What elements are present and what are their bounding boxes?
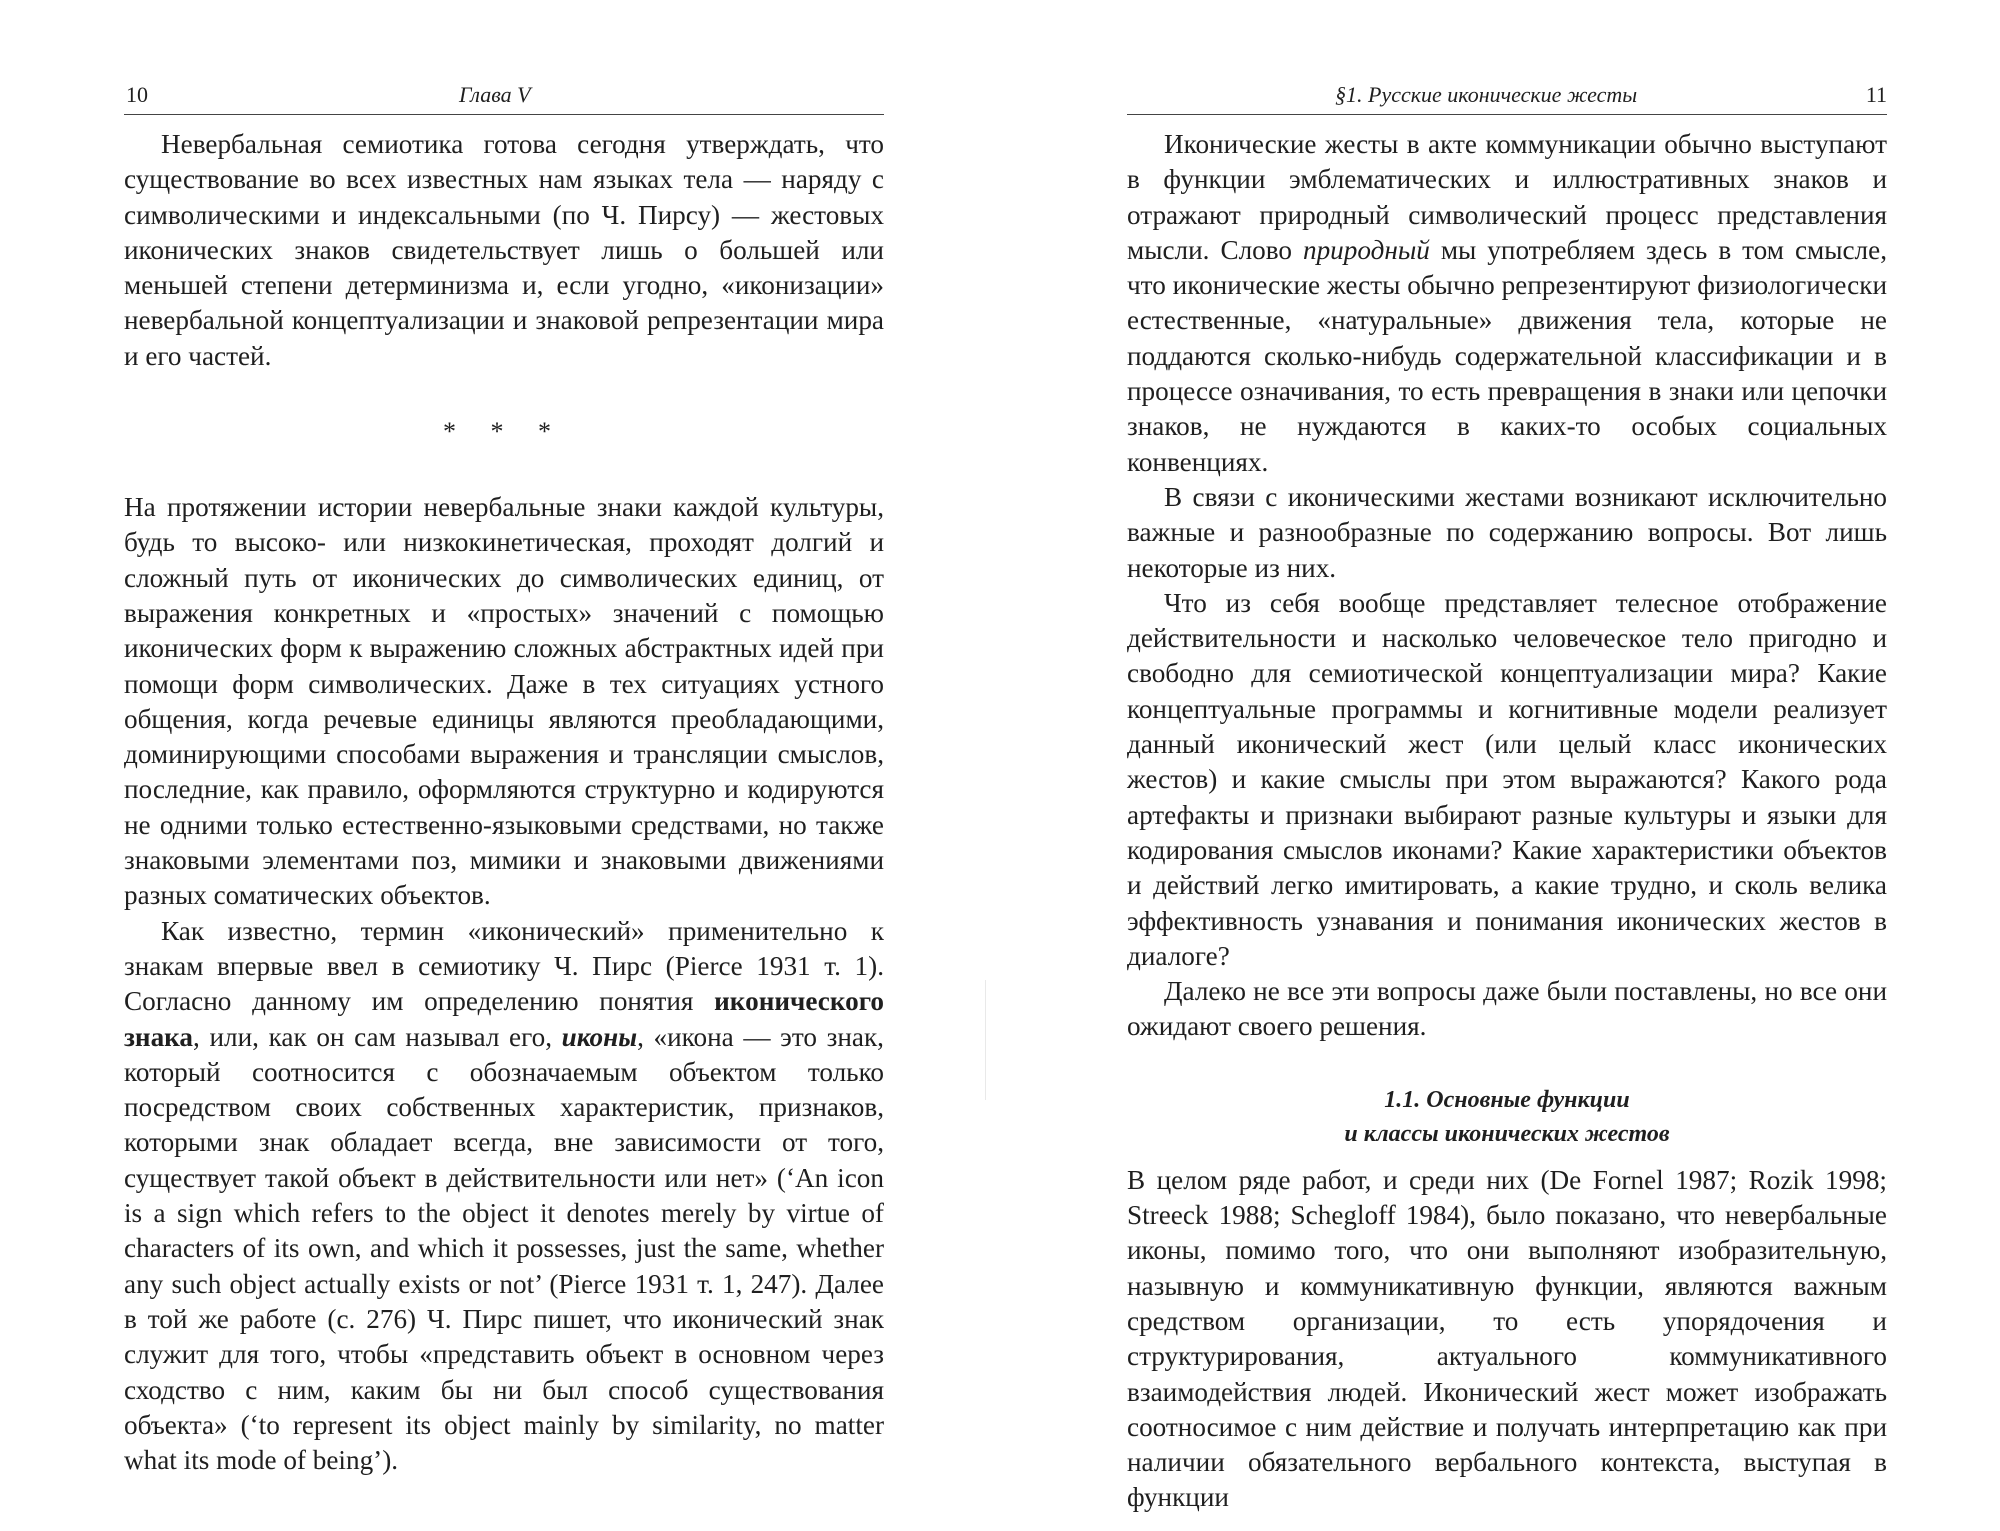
- right-paragraph-4: Далеко не все эти вопросы даже были поставлены, но все они ожидают своего решения.: [1127, 976, 1887, 1042]
- right-paragraph-1: [1127, 127, 1887, 480]
- right-running-head: [1127, 60, 1887, 115]
- section-heading-line-1: 1.1. Основные функции: [1384, 1086, 1630, 1113]
- page-gutter: [985, 980, 986, 1100]
- left-p3-text-c: , «икона — это знак, который соотносится с обозначаемым объектом только посредством своих собственных характеристик, признаков, которыми знак обладает всегда, вне зависимости от того, существует такой объект в действительности или нет» (‘An icon is a sign which refers to the object it denotes merely by virtue of characters of its own, and which it possesses, just the same, whether any such object actually exists or not’ (Pierce 1931 т. 1, 247). Далее в той же работе (с. 276) Ч. Пирс пишет, что иконический знак служит для того, чтобы «представить объект в основном через сходство с ним, каким бы ни был способ существования объекта» (‘to represent its object mainly by similarity, no matter what its mode of being’).: [124, 1021, 884, 1476]
- left-running-title: Глава V: [459, 82, 531, 107]
- left-paragraph-3: [124, 914, 884, 1479]
- section-separator: * * *: [443, 417, 565, 447]
- left-page-number: 10: [126, 82, 148, 107]
- right-running-title: §1. Русские иконические жесты: [1335, 82, 1638, 107]
- section-heading: [1127, 1083, 1887, 1151]
- right-page: [1127, 0, 1887, 1516]
- left-page: [124, 0, 884, 1478]
- left-page-body: [124, 127, 884, 1478]
- left-paragraph-1: Невербальная семиотика готова сегодня утверждать, что существование во всех известных нам языках тела — наряду с символическими и индексальными (по Ч. Пирсу) — жестовых иконических знаков свидетельствует лишь о большей или меньшей степени детерминизма и, если угодно, «иконизации» невербальной концептуализации и знаковой репрезентации мира и его частей.: [124, 129, 884, 371]
- section-heading-line-2: и классы иконических жестов: [1344, 1120, 1670, 1147]
- right-p1-italic-word: природный: [1302, 234, 1430, 265]
- left-p3-bold-term: иконического знака: [124, 986, 884, 1052]
- left-running-head: [124, 60, 884, 115]
- left-p3-text-b: , или, как он сам называл его,: [193, 1021, 562, 1052]
- left-paragraph-2: На протяжении истории невербальные знаки каждой культуры, будь то высоко- или низкокинетическая, проходят долгий и сложный путь от иконических до символических единиц, от выражения конкретных и «простых» значений с помощью иконических форм к выражению сложных абстрактных идей при помощи форм символических. Даже в тех ситуациях устного общения, когда речевые единицы являются преобладающими, доминирующими способами выражения и трансляции смыслов, последние, как правило, оформляются структурно и кодируются не одними только естественно-языковыми средствами, но также знаковыми элементами поз, мимики и знаковыми движениями разных соматических объектов.: [124, 492, 884, 911]
- right-paragraph-2: В связи с иконическими жестами возникают исключительно важные и разнообразные по содержанию вопросы. Вот лишь некоторые из них.: [1127, 481, 1887, 583]
- right-page-body: [1127, 127, 1887, 1516]
- right-page-number: 11: [1865, 82, 1887, 107]
- right-p1-text-b: мы употребляем здесь в том смысле, что иконические жесты обычно репрезентируют физиологически естественные, «натуральные» движения тела, которые не поддаются сколько-нибудь содержательной классификации и в процессе означивания, то есть превращения в знаки или цепочки знаков, не нуждаются в каких-то особых социальных конвенциях.: [1127, 234, 1887, 477]
- right-paragraph-5: В целом ряде работ, и среди них (De Fornel 1987; Rozik 1998; Streeck 1988; Schegloff 1984), было показано, что невербальные иконы, помимо того, что они выполняют изобразительную, назывную и коммуникативную функции, являются важным средством организации, то есть упорядочения и структурирования, актуального коммуникативного взаимодействия людей. Иконический жест может изображать соотносимое с ним действие и получать интерпретацию как при наличии обязательного вербального контекста, выступая в функции: [1127, 1164, 1887, 1513]
- right-paragraph-3: Что из себя вообще представляет телесное отображение действительности и насколько человеческое тело пригодно и свободно для семиотической концептуализации мира? Какие концептуальные программы и когнитивные модели реализует данный иконический жест (или целый класс иконических жестов) и какие смыслы при этом выражаются? Какого рода артефакты и признаки выбирают разные культуры и языки для кодирования смыслов иконами? Какие характеристики объектов и действий легко имитировать, а какие трудно, и сколь велика эффективность узнавания и понимания иконических жестов в диалоге?: [1127, 587, 1887, 971]
- left-p3-bolditalic-term: иконы: [561, 1021, 638, 1052]
- right-p1-text-a: Иконические жесты в акте коммуникации обычно выступают в функции эмблематических и иллюстративных знаков и отражают природный символический процесс представления мысли. Слово: [1127, 129, 1887, 265]
- left-p3-text-a: Как известно, термин «иконический» применительно к знакам впервые ввел в семиотику Ч. Пирс (Pierce 1931 т. 1). Согласно данному им определению понятия: [124, 915, 884, 1017]
